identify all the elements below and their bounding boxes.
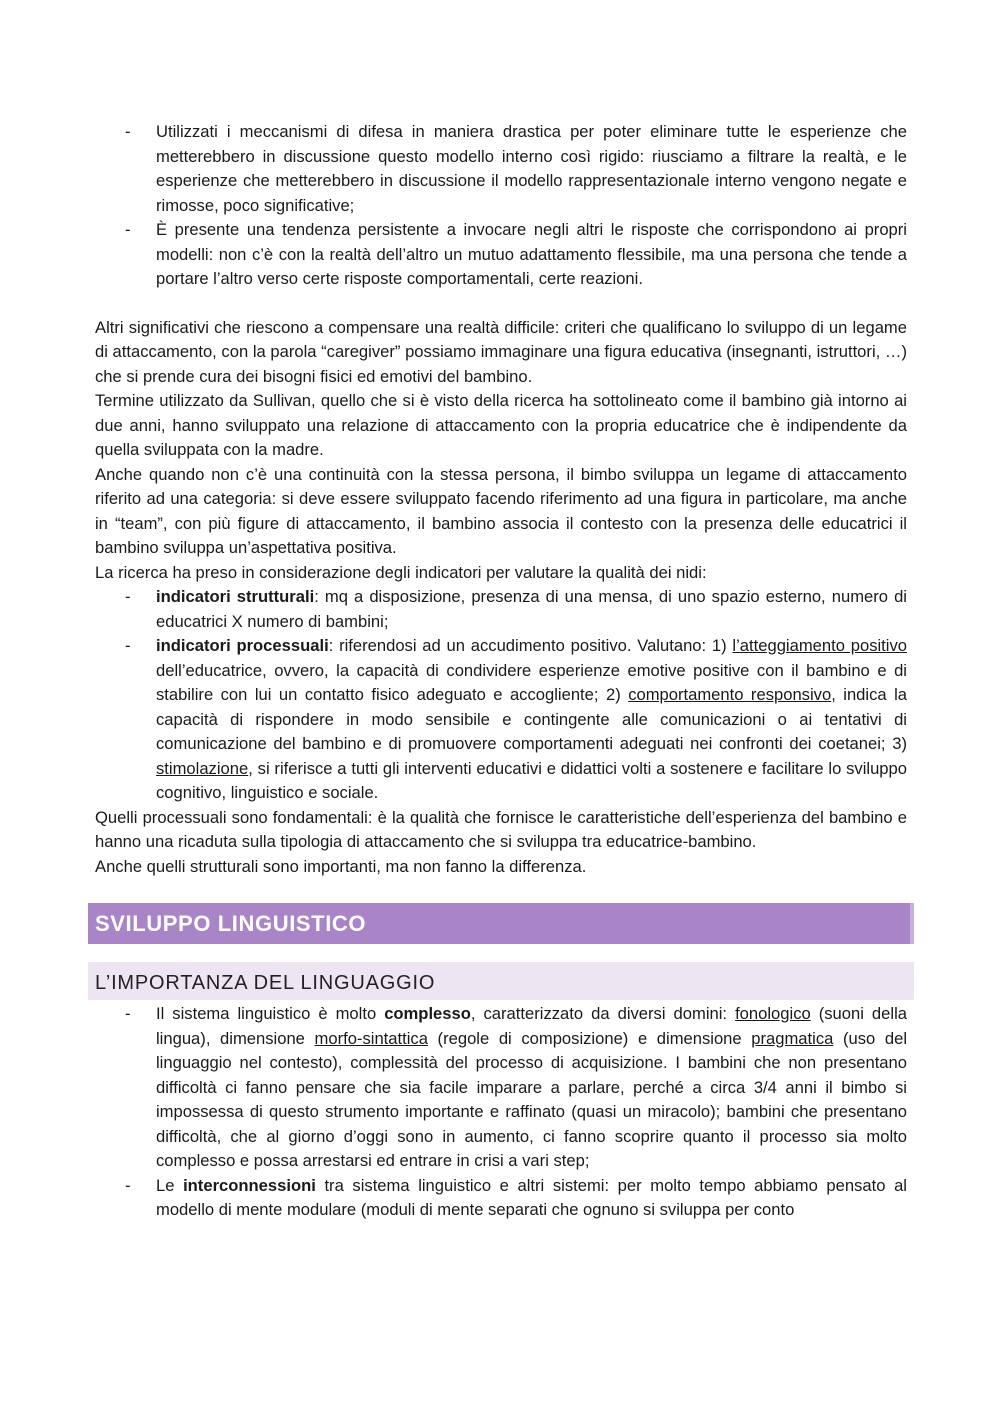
list-item-text: dell’educatrice, ovvero, la capacità di condividere esperienze emotive positive con il bambino e di stabilire con lui un contatto fisico adeguato e accogliente; 2) [156, 660, 907, 704]
underlined-term: morfo-sintattica [314, 1028, 428, 1048]
list-item [95, 218, 907, 292]
paragraph: Altri significativi che riescono a compensare una realtà difficile: criteri che qualificano lo sviluppo di un legame di attaccamento, con la parola “caregiver” possiamo immaginare una figura educativa (insegnanti, istruttori, …) che si prende cura dei bisogni fisici ed emotivi del bambino. [95, 317, 907, 386]
list-item [95, 1174, 907, 1223]
list-item-text: Il sistema linguistico è molto [156, 1004, 385, 1023]
list-dash: - [125, 1004, 131, 1023]
paragraph: La ricerca ha preso in considerazione degli indicatori per valutare la qualità dei nidi: [95, 562, 707, 582]
list-item-text: : mq a disposizione, presenza di una mensa, di uno spazio esterno, numero di educatrici X numero di bambini; [156, 587, 907, 631]
bold-term: indicatori processuali [156, 636, 329, 655]
underlined-term: stimolazione [156, 758, 249, 778]
list-item-text: (regole di composizione) e dimensione [427, 1028, 752, 1048]
list-dash: - [125, 122, 131, 141]
list-dash: - [125, 220, 131, 239]
list-dash: - [125, 636, 131, 655]
bold-term: interconnessioni [183, 1175, 316, 1195]
list-item-process [95, 634, 907, 806]
paragraph: Termine utilizzato da Sullivan, quello che si è visto della ricerca ha sottolineato come il bambino già intorno ai due anni, hanno sviluppato una relazione di attaccamento con la propria educatrice che è indipendente da quella sviluppata con la madre. [95, 391, 907, 459]
bold-term: indicatori strutturali [156, 587, 315, 606]
list-item-text: , caratterizzato da diversi domini: [470, 1004, 736, 1023]
list-item-text: Le [156, 1175, 184, 1195]
section-heading: SVILUPPO LINGUISTICO [88, 903, 914, 944]
paragraph: Quelli processuali sono fondamentali: è la qualità che fornisce le caratteristiche dell’esperienza del bambino e hanno una ricaduta sulla tipologia di attaccamento che si sviluppa tra educatrice-bambino. [95, 807, 907, 851]
list-item-text: Utilizzati i meccanismi di difesa in maniera drastica per poter eliminare tutte le esperienze che metterebbero in discussione questo modello interno così rigido: riusciamo a filtrare la realtà, e le esperienze che metterebbero in discussione il modello rappresentazionale interno vengono negate e rimosse, poco significative; [156, 122, 907, 215]
list-item-text: È presente una tendenza persistente a invocare negli altri le risposte che corrispondono ai propri modelli: non c’è con la realtà dell’altro un mutuo adattamento flessibile, ma una persona che tende a portare l’altro verso certe risposte comportamentali, certe reazioni. [156, 220, 907, 288]
list-item-text: tra sistema linguistico e altri sistemi: per molto tempo abbiamo pensato al modello di mente modulare (moduli di mente separati che ognuno si sviluppa per conto [156, 1175, 907, 1219]
list-item-text: : riferendosi ad un accudimento positivo. Valutano: 1) [328, 636, 733, 655]
list-dash: - [125, 587, 131, 606]
list-item-text: (uso del linguaggio nel contesto), complessità del processo di acquisizione. I bambini che non presentano difficoltà ci fanno pensare che sia facile imparare a parlare, perché a circa 3/4 anni il bimbo si impossessa di questo strumento importante e raffinato (quasi un miracolo); bambini che presentano difficoltà, che al giorno d’oggi sono in aumento, ci fanno scoprire quanto il processo sia molto complesso e possa arrestarsi ed entrare in crisi a vari step; [156, 1028, 908, 1170]
list-dash: - [125, 1175, 131, 1195]
list-item-text: (suoni della lingua), dimensione [156, 1004, 907, 1048]
subsection-heading: L’IMPORTANZA DEL LINGUAGGIO [88, 962, 914, 1000]
list-item [95, 120, 907, 218]
list-item-text: , si riferisce a tutti gli interventi educativi e didattici volti a sostenere e facilitare lo sviluppo cognitivo, linguistico e sociale. [156, 758, 907, 802]
paragraph: Anche quelli strutturali sono importanti, ma non fanno la differenza. [95, 856, 587, 876]
underlined-term: comportamento responsivo [628, 685, 832, 704]
list-item-text: , indica la capacità di rispondere in modo sensibile e contingente alle comunicazioni o ai tentativi di comunicazione del bambino e di promuovere comportamenti adeguati nei confronti dei coetanei; 3) [156, 685, 907, 753]
underlined-term: pragmatica [751, 1028, 834, 1048]
list-item [95, 1002, 907, 1174]
paragraph: Anche quando non c’è una continuità con la stessa persona, il bimbo sviluppa un legame di attaccamento riferito ad una categoria: si deve essere sviluppato facendo riferimento ad una figura in particolare, ma anche in “team”, con più figure di attaccamento, il bambino associa il contesto con la presenza delle educatrici il bambino sviluppa un’aspettativa positiva. [95, 464, 907, 557]
document-page [95, 120, 907, 1223]
bold-term: complesso [384, 1004, 471, 1023]
underlined-term: fonologico [735, 1004, 811, 1023]
underlined-term: l’atteggiamento positivo [732, 636, 907, 655]
list-item-structural [95, 585, 907, 634]
